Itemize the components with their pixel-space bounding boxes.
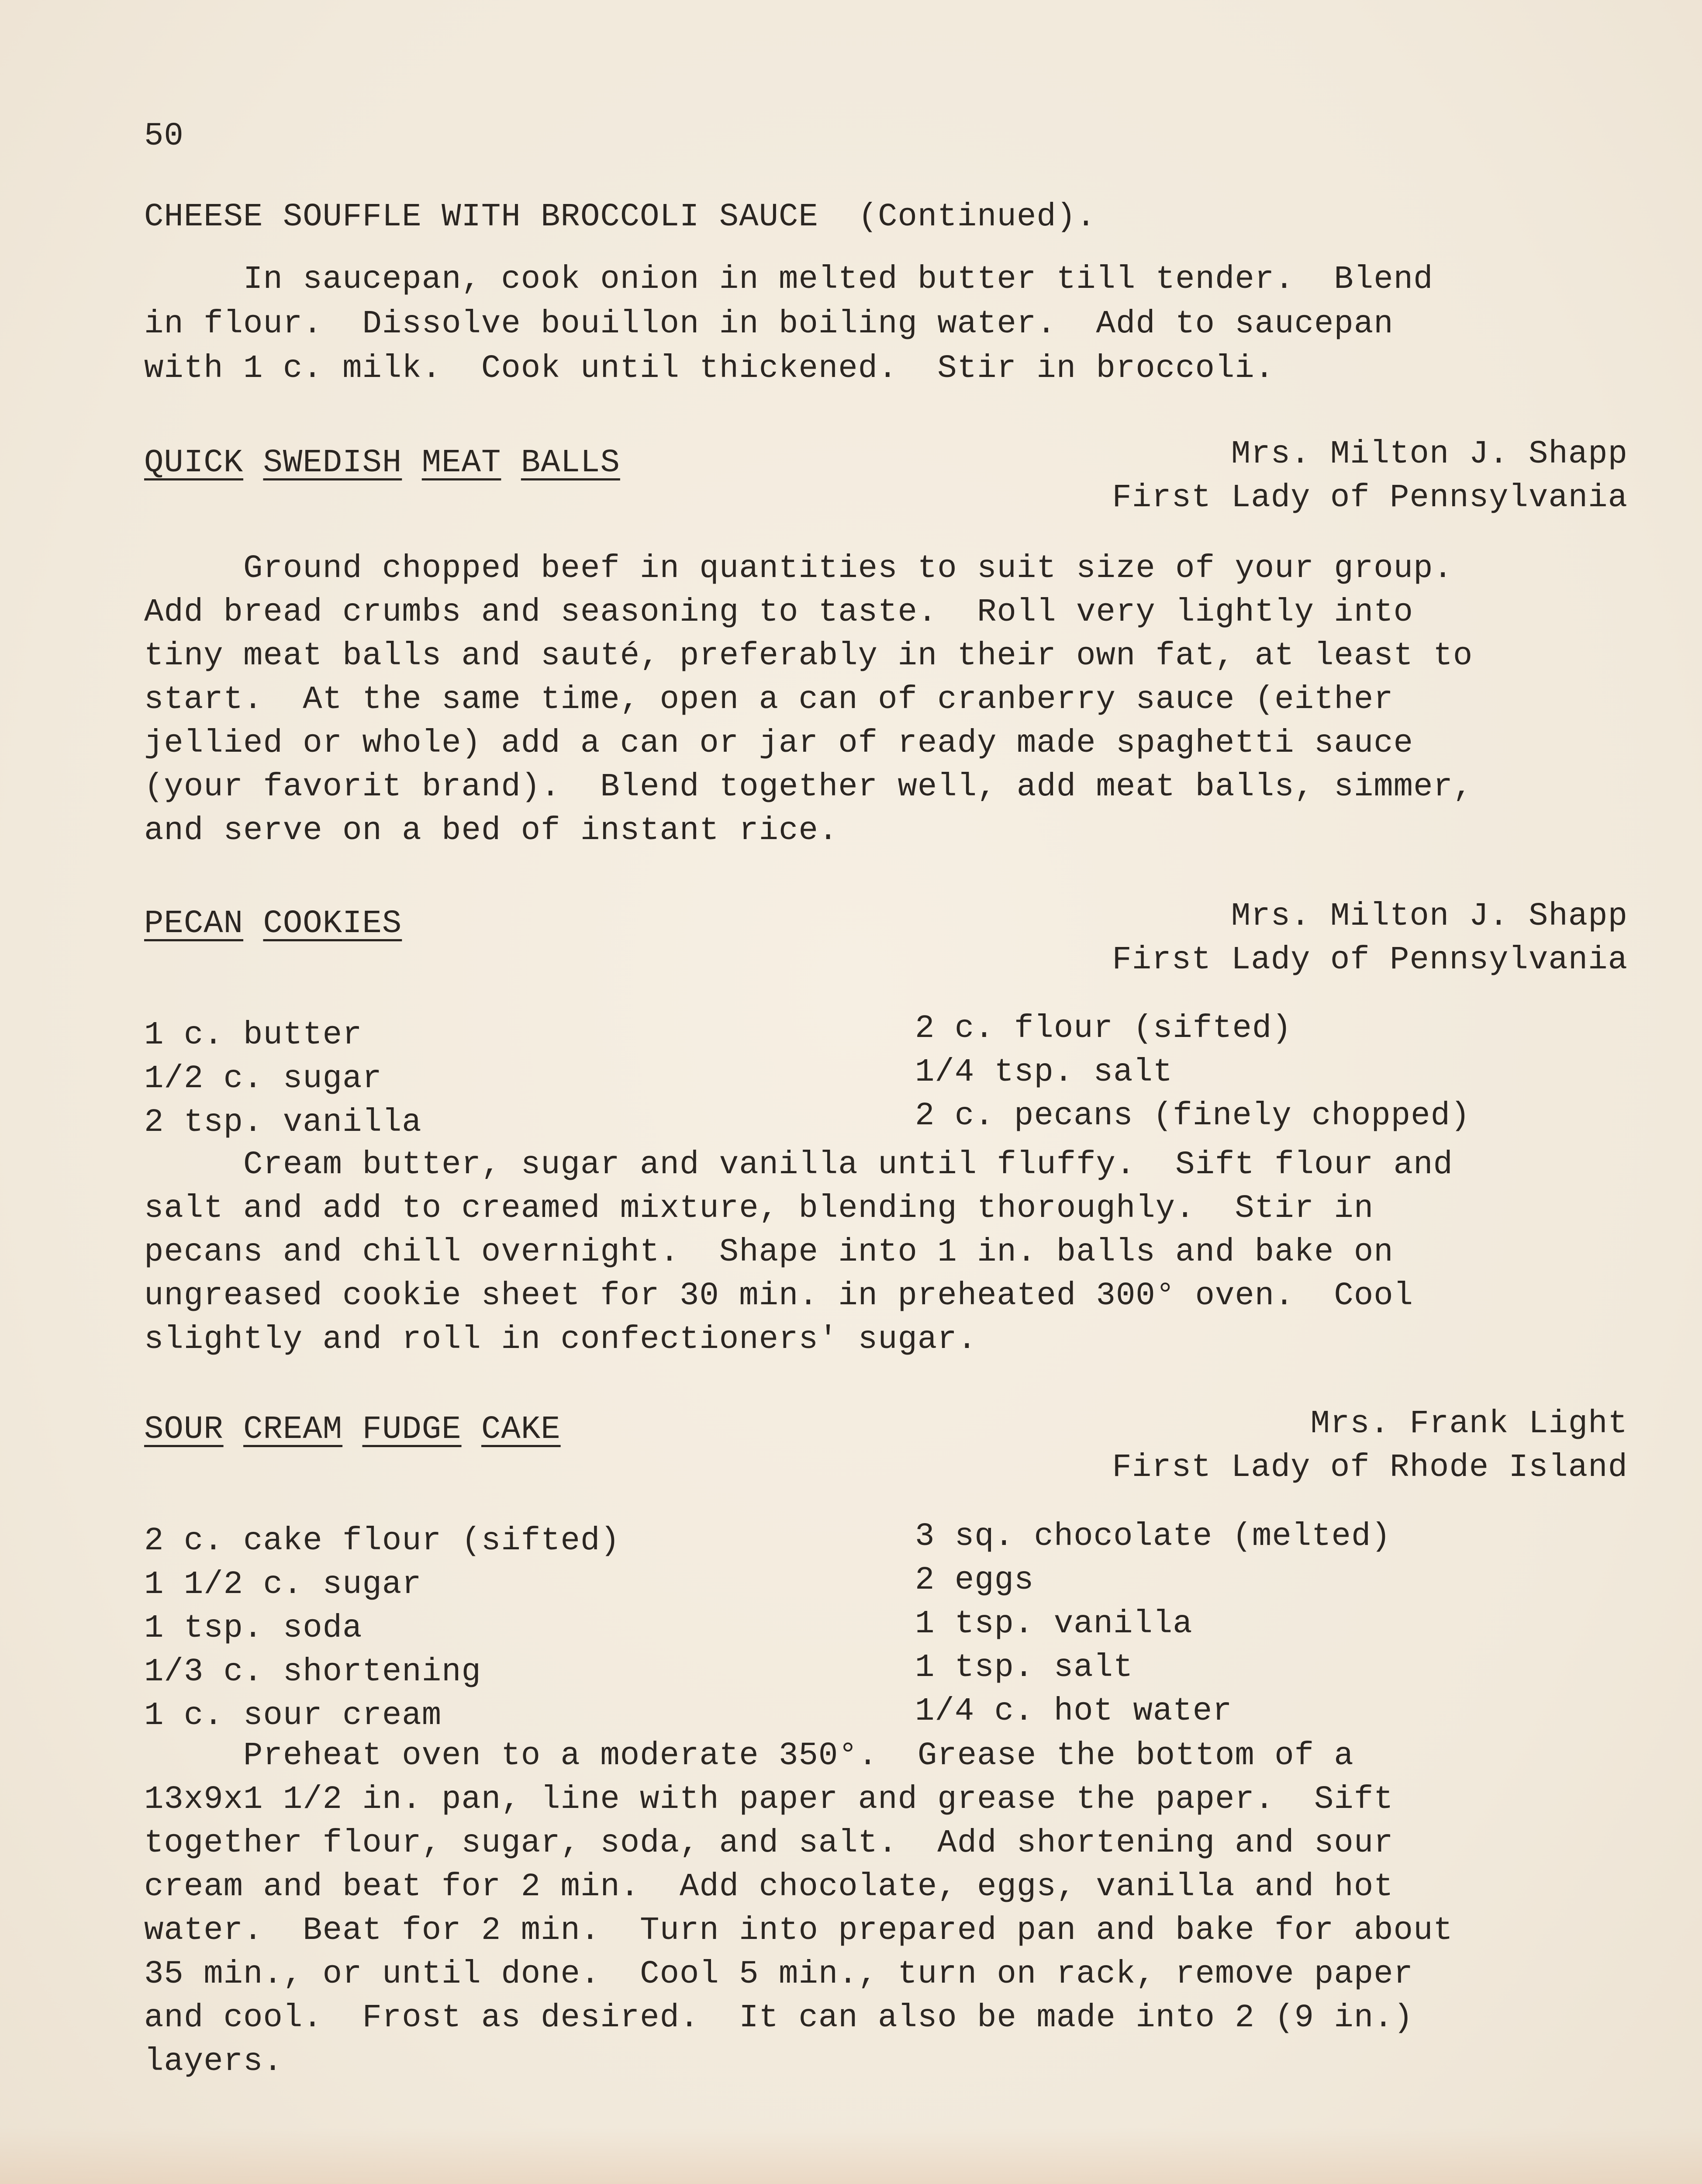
body-line: cream and beat for 2 min. Add chocolate, eggs, vanilla and hot bbox=[144, 1869, 1394, 1905]
body-line: Cream butter, sugar and vanilla until fluffy. Sift flour and bbox=[144, 1147, 1453, 1183]
ingredient-left: 1 tsp. soda bbox=[144, 1610, 362, 1647]
body-line: Preheat oven to a moderate 350°. Grease the bottom of a bbox=[144, 1738, 1354, 1774]
body-line: water. Beat for 2 min. Turn into prepared pan and bake for about bbox=[144, 1912, 1453, 1949]
ingredient-left: 2 c. cake flour (sifted) bbox=[144, 1523, 620, 1559]
body-line: start. At the same time, open a can of cranberry sauce (either bbox=[144, 681, 1394, 718]
recipe-title-text: CHEESE SOUFFLE WITH BROCCOLI SAUCE bbox=[144, 199, 818, 235]
ingredient-right: 1/4 c. hot water bbox=[915, 1693, 1232, 1730]
body-line: slightly and roll in confectioners' sugar. bbox=[144, 1321, 977, 1358]
recipe-title bbox=[144, 195, 1096, 239]
title-word: SOUR bbox=[144, 1411, 224, 1448]
body-line: with 1 c. milk. Cook until thickened. Stir in broccoli. bbox=[144, 350, 1275, 387]
recipe-author-title: First Lady of Rhode Island bbox=[1112, 1449, 1628, 1486]
recipe-title bbox=[144, 1408, 561, 1451]
ingredient-left: 1 c. sour cream bbox=[144, 1697, 442, 1734]
title-word: PECAN bbox=[144, 905, 244, 942]
recipe-author: Mrs. Milton J. Shapp bbox=[1231, 898, 1628, 935]
title-word: CREAM bbox=[243, 1411, 343, 1448]
body-line: layers. bbox=[144, 2043, 283, 2080]
title-word: QUICK bbox=[144, 445, 244, 481]
body-line: tiny meat balls and sauté, preferably in their own fat, at least to bbox=[144, 638, 1473, 674]
recipe-author-title: First Lady of Pennsylvania bbox=[1112, 942, 1628, 978]
body-line: 13x9x1 1/2 in. pan, line with paper and grease the paper. Sift bbox=[144, 1781, 1394, 1818]
recipe-title-suffix: (Continued). bbox=[858, 199, 1096, 235]
recipe-author-title: First Lady of Pennsylvania bbox=[1112, 480, 1628, 516]
ingredient-left: 1 1/2 c. sugar bbox=[144, 1566, 422, 1603]
ingredient-left: 1/2 c. sugar bbox=[144, 1061, 382, 1097]
body-line: In saucepan, cook onion in melted butter till tender. Blend bbox=[144, 261, 1433, 298]
body-line: 35 min., or until done. Cool 5 min., turn on rack, remove paper bbox=[144, 1956, 1414, 1993]
body-line: Add bread crumbs and seasoning to taste. Roll very lightly into bbox=[144, 594, 1414, 631]
title-word: FUDGE bbox=[362, 1411, 462, 1448]
recipe-title bbox=[144, 441, 620, 485]
body-line: Ground chopped beef in quantities to suit size of your group. bbox=[144, 550, 1453, 587]
body-line: and serve on a bed of instant rice. bbox=[144, 812, 839, 849]
title-word: MEAT bbox=[421, 445, 501, 481]
ingredient-right: 2 eggs bbox=[915, 1562, 1034, 1599]
body-line: pecans and chill overnight. Shape into 1 in. balls and bake on bbox=[144, 1234, 1394, 1271]
recipe-title bbox=[144, 902, 402, 946]
body-line: salt and add to creamed mixture, blending thoroughly. Stir in bbox=[144, 1190, 1374, 1227]
title-word: COOKIES bbox=[263, 905, 402, 942]
body-line: together flour, sugar, soda, and salt. Add shortening and sour bbox=[144, 1825, 1394, 1862]
ingredient-right: 1 tsp. vanilla bbox=[915, 1606, 1193, 1642]
ingredient-right: 2 c. flour (sifted) bbox=[915, 1010, 1292, 1047]
body-line: (your favorit brand). Blend together well, add meat balls, simmer, bbox=[144, 769, 1473, 805]
body-line: ungreased cookie sheet for 30 min. in preheated 300° oven. Cool bbox=[144, 1278, 1414, 1314]
ingredient-left: 1/3 c. shortening bbox=[144, 1654, 481, 1690]
ingredient-right: 2 c. pecans (finely chopped) bbox=[915, 1098, 1471, 1134]
ingredient-left: 1 c. butter bbox=[144, 1017, 362, 1054]
page-number: 50 bbox=[144, 118, 184, 155]
body-line: and cool. Frost as desired. It can also be made into 2 (9 in.) bbox=[144, 2000, 1414, 2036]
ingredient-right: 1/4 tsp. salt bbox=[915, 1054, 1173, 1091]
body-line: in flour. Dissolve bouillon in boiling water. Add to saucepan bbox=[144, 306, 1394, 342]
ingredient-right: 3 sq. chocolate (melted) bbox=[915, 1518, 1391, 1555]
recipe-author: Mrs. Frank Light bbox=[1310, 1406, 1628, 1442]
recipe-author: Mrs. Milton J. Shapp bbox=[1231, 436, 1628, 473]
body-line: jellied or whole) add a can or jar of ready made spaghetti sauce bbox=[144, 725, 1414, 762]
title-word: CAKE bbox=[481, 1411, 561, 1448]
title-word: SWEDISH bbox=[263, 445, 402, 481]
title-word: BALLS bbox=[521, 445, 620, 481]
ingredient-right: 1 tsp. salt bbox=[915, 1649, 1133, 1686]
ingredient-left: 2 tsp. vanilla bbox=[144, 1104, 422, 1141]
